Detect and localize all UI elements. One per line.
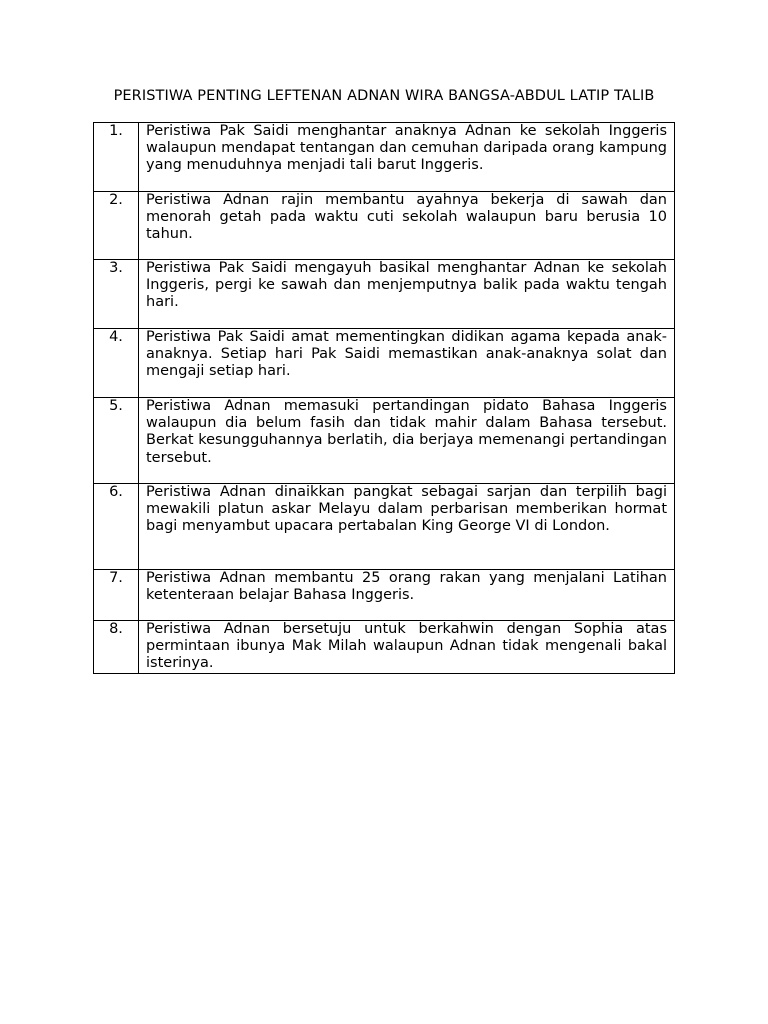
event-description: Peristiwa Adnan dinaikkan pangkat sebagai sarjan dan terpilih bagi mewakili platun askar Melayu dalam perbarisan memberikan hormat bagi menyambut upacara pertabalan King George VI di London. [146, 484, 667, 535]
event-description: Peristiwa Adnan membantu 25 orang rakan yang menjalani Latihan ketenteraan belajar Bahasa Inggeris. [146, 570, 667, 604]
events-table [93, 122, 675, 674]
event-description: Peristiwa Adnan rajin membantu ayahnya bekerja di sawah dan menorah getah pada waktu cuti sekolah walaupun baru berusia 10 tahun. [146, 192, 667, 243]
row-number-cell [94, 123, 139, 192]
event-description: Peristiwa Adnan bersetuju untuk berkahwin dengan Sophia atas permintaan ibunya Mak Milah walaupun Adnan tidak mengenali bakal isterinya. [146, 621, 667, 672]
row-number-cell [94, 260, 139, 329]
row-number-cell [94, 398, 139, 484]
table-row [94, 123, 675, 192]
event-description: Peristiwa Adnan memasuki pertandingan pidato Bahasa Inggeris walaupun dia belum fasih dan tidak mahir dalam Bahasa tersebut. Berkat kesungguhannya berlatih, dia berjaya memenangi pertandingan tersebut. [146, 398, 667, 466]
row-number-cell [94, 570, 139, 621]
row-text-cell [139, 484, 675, 570]
row-text-cell [139, 329, 675, 398]
row-number-cell [94, 484, 139, 570]
row-number: 1. [109, 123, 123, 139]
table-row [94, 398, 675, 484]
event-description: Peristiwa Pak Saidi mengayuh basikal menghantar Adnan ke sekolah Inggeris, pergi ke sawah dan menjemputnya balik pada waktu tengah hari. [146, 260, 667, 311]
table-row [94, 484, 675, 570]
row-number: 5. [109, 398, 123, 414]
row-text-cell [139, 398, 675, 484]
event-description: Peristiwa Pak Saidi amat mementingkan didikan agama kepada anak-anaknya. Setiap hari Pak Saidi memastikan anak-anaknya solat dan mengaji setiap hari. [146, 329, 667, 380]
row-number-cell [94, 192, 139, 260]
table-row [94, 570, 675, 621]
page-title: PERISTIWA PENTING LEFTENAN ADNAN WIRA BANGSA-ABDUL LATIP TALIB [113, 88, 655, 104]
row-number-cell [94, 621, 139, 674]
row-number: 2. [109, 192, 123, 208]
row-number: 7. [109, 570, 123, 586]
row-number-cell [94, 329, 139, 398]
table-row [94, 260, 675, 329]
event-description: Peristiwa Pak Saidi menghantar anaknya Adnan ke sekolah Inggeris walaupun mendapat tentangan dan cemuhan daripada orang kampung yang menuduhnya menjadi tali barut Inggeris. [146, 123, 667, 174]
row-number: 4. [109, 329, 123, 345]
row-text-cell [139, 260, 675, 329]
table-row [94, 329, 675, 398]
row-text-cell [139, 570, 675, 621]
row-number: 8. [109, 621, 123, 637]
row-text-cell [139, 621, 675, 674]
row-number: 3. [109, 260, 123, 276]
row-text-cell [139, 192, 675, 260]
table-row [94, 621, 675, 674]
row-text-cell [139, 123, 675, 192]
table-row [94, 192, 675, 260]
row-number: 6. [109, 484, 123, 500]
